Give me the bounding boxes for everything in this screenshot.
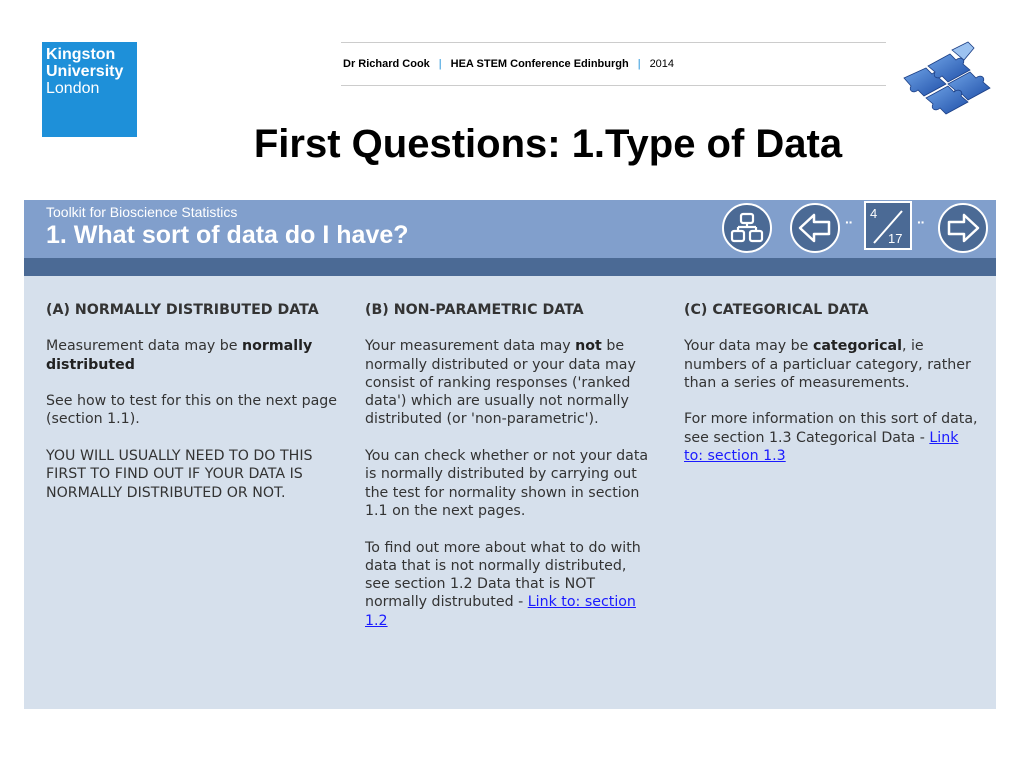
paragraph-text: For more information on this sort of data, see section 1.3 Categorical Data - <box>684 411 978 446</box>
column-non-parametric <box>365 301 655 648</box>
header-year: 2014 <box>649 58 675 70</box>
column-title: (C) CATEGORICAL DATA <box>684 302 869 318</box>
puzzle-pieces-logo <box>898 40 993 115</box>
column-normally-distributed <box>46 301 341 520</box>
header-separator: | <box>438 58 442 70</box>
back-button[interactable] <box>790 203 840 253</box>
sitemap-icon <box>729 210 765 246</box>
column-paragraph <box>46 337 341 374</box>
logo-line-university: University <box>46 63 124 80</box>
toolkit-label: Toolkit for Bioscience Statistics <box>46 204 238 220</box>
sitemap-button[interactable] <box>722 203 772 253</box>
forward-button[interactable] <box>938 203 988 253</box>
arrow-left-icon <box>796 209 834 247</box>
paragraph-bold: categorical <box>812 338 902 355</box>
slide-header <box>341 42 886 86</box>
link-section-1-3[interactable]: Link to: section 1.3 <box>684 429 959 465</box>
logo-line-london: London <box>46 80 100 97</box>
column-paragraph <box>684 410 979 465</box>
logo-line-kingston: Kingston <box>46 46 116 63</box>
toolkit-divider-strip <box>24 258 996 276</box>
column-paragraph: YOU WILL USUALLY NEED TO DO THIS FIRST TO FIND OUT IF YOUR DATA IS NORMALLY DISTRIBUTED OR NOT. <box>46 448 313 501</box>
column-paragraph: You can check whether or not your data is normally distributed by carrying out the test for normality shown in section 1.1 on the next pages. <box>365 448 649 519</box>
column-paragraph: See how to test for this on the next page (section 1.1). <box>46 393 338 428</box>
page-indicator <box>864 201 912 250</box>
link-section-1-2[interactable]: Link to: section 1.2 <box>365 594 636 629</box>
paragraph-text: be normally distributed or your data may consist of ranking responses ('ranked data') which are usually not normally distributed (or 'non-parametric'). <box>365 338 636 428</box>
header-author: Dr Richard Cook <box>343 58 430 70</box>
toolkit-header <box>24 200 996 258</box>
paragraph-text: , ie numbers of a particluar category, rather than a series of measurements. <box>684 338 971 391</box>
nav-dots: ·· <box>845 214 853 230</box>
column-title: (A) NORMALLY DISTRIBUTED DATA <box>46 302 319 318</box>
page-current: 4 <box>870 206 878 221</box>
nav-dots: ·· <box>917 214 925 230</box>
toolkit-heading: 1. What sort of data do I have? <box>46 221 409 249</box>
column-categorical <box>684 301 979 484</box>
toolkit-panel <box>24 200 996 709</box>
arrow-right-icon <box>944 209 982 247</box>
column-paragraph <box>684 337 979 392</box>
header-separator: | <box>637 58 641 70</box>
column-paragraph <box>365 539 655 630</box>
paragraph-bold: normally distributed <box>46 338 313 373</box>
header-conference: HEA STEM Conference Edinburgh <box>450 58 629 70</box>
paragraph-text: Your data may be <box>684 338 813 355</box>
slide-title: First Questions: 1.Type of Data <box>253 122 843 166</box>
column-title: (B) NON-PARAMETRIC DATA <box>365 302 584 318</box>
paragraph-text: To find out more about what to do with data that is not normally distributed, see section 1.2 Data that is NOT normally distrubuted - <box>365 539 641 611</box>
paragraph-bold: not <box>575 338 602 355</box>
paragraph-text: Measurement data may be <box>46 338 243 355</box>
paragraph-text: Your measurement data may <box>365 338 576 355</box>
column-paragraph <box>365 337 655 428</box>
page-total: 17 <box>888 231 903 246</box>
